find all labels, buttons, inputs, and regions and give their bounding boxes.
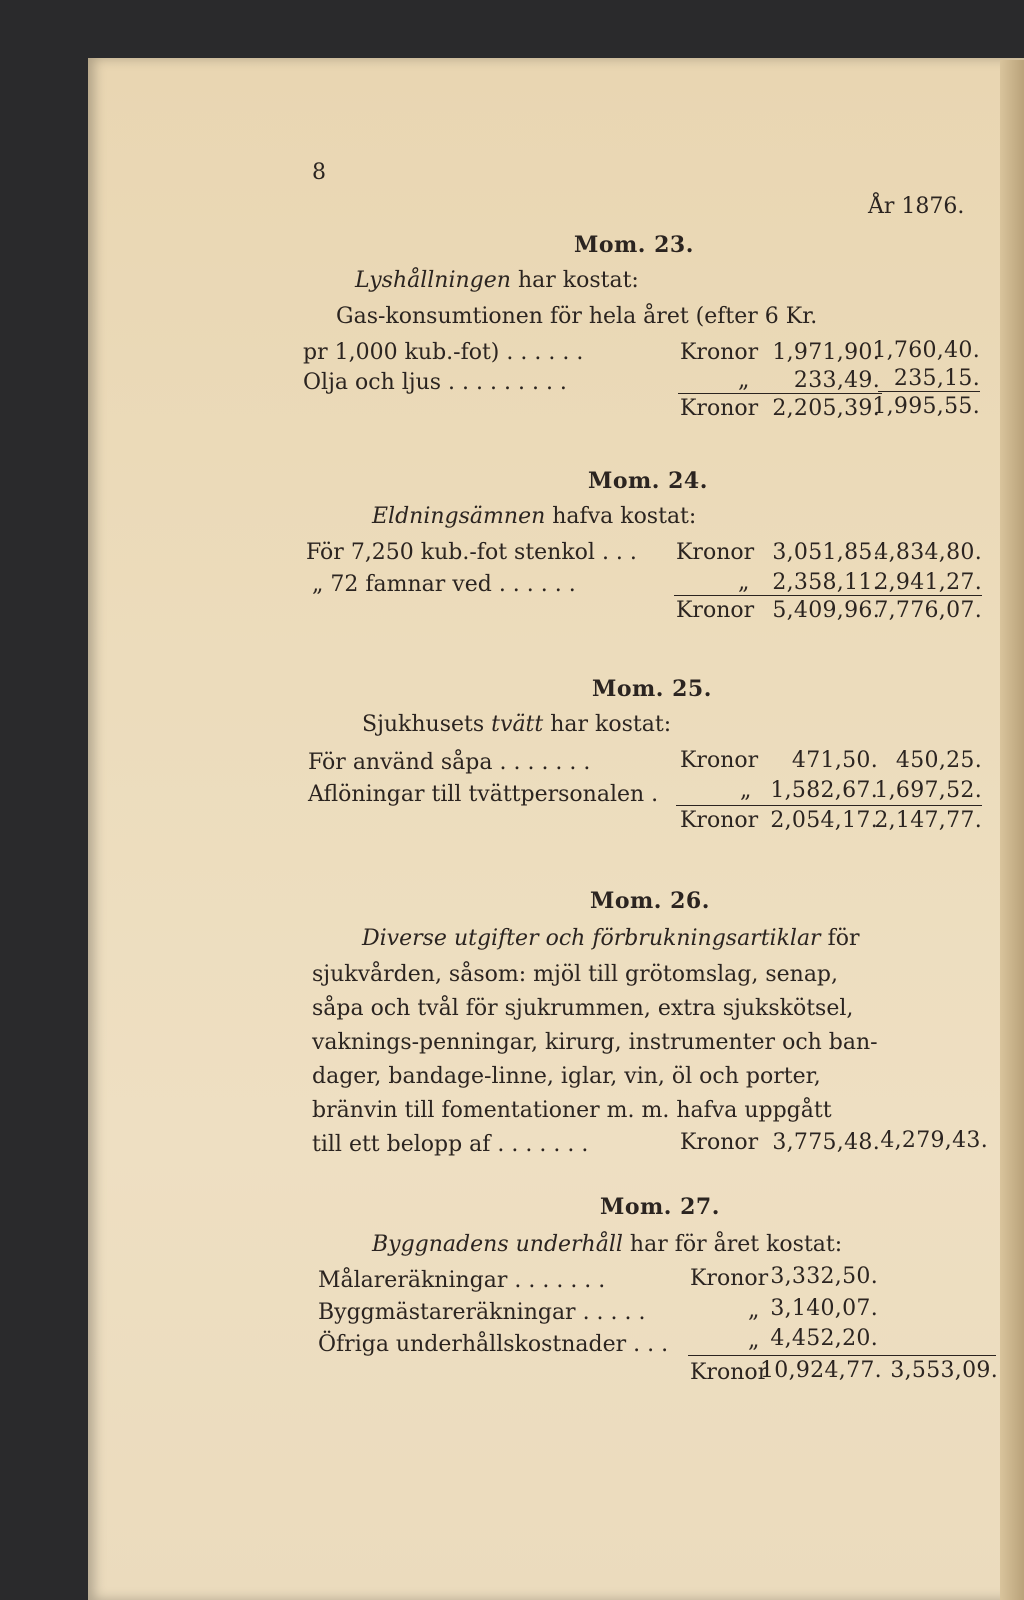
mom24-row1-prev: 4,834,80. [874, 540, 982, 565]
mom24-intro-italic: Eldningsämnen [372, 504, 546, 529]
mom23-sum-rule-prev [878, 391, 980, 392]
mom27-row1-currency: Kronor [690, 1266, 769, 1291]
mom24-row1-amount: 3,051,85. [772, 540, 880, 565]
mom27-row3-currency: „ [748, 1328, 760, 1353]
mom23-text-line: Gas-konsumtionen för hela året (efter 6 Kr. [336, 304, 818, 329]
mom25-row1-prev: 450,25. [895, 748, 982, 773]
mom24-row2-prev: 2,941,27. [874, 570, 982, 595]
mom26-para-line-3: vaknings-penningar, kirurg, instrumenter och ban- [312, 1030, 878, 1055]
mom25-heading: Mom. 25. [592, 676, 712, 702]
mom25-sum-rule-prev [880, 805, 982, 806]
mom27-intro [372, 1232, 842, 1258]
mom25-total-currency: Kronor [680, 808, 759, 833]
mom27-row3-amount: 4,452,20. [770, 1326, 878, 1351]
mom27-heading: Mom. 27. [600, 1194, 720, 1220]
mom27-row3-label: Öfriga underhållskostnader . . . [318, 1332, 669, 1357]
mom25-intro-rest: har kostat: [550, 712, 672, 737]
mom25-row1-currency: Kronor [680, 748, 759, 773]
mom25-intro-plain: Sjukhusets [362, 712, 485, 737]
mom24-row1-currency: Kronor [676, 540, 755, 565]
mom23-row2-prev: 235,15. [893, 366, 980, 391]
mom25-row2-prev: 1,697,52. [874, 778, 982, 803]
mom26-final-prev: 4,279,43. [880, 1128, 988, 1153]
mom23-intro [355, 268, 639, 294]
mom23-row1-amount: 1,971,90. [772, 340, 880, 365]
page-number: 8 [312, 160, 326, 185]
mom27-row2-label: Byggmästareräkningar . . . . . [318, 1300, 646, 1325]
mom24-row2-amount: 2,358,11. [772, 570, 880, 595]
mom26-final-currency: Kronor [680, 1130, 759, 1155]
mom24-total-prev: 7,776,07. [874, 598, 982, 623]
mom23-heading: Mom. 23. [574, 232, 694, 258]
mom27-total-prev: 3,553,09. [890, 1358, 998, 1383]
mom24-row2-label: „ 72 famnar ved . . . . . . [312, 572, 576, 597]
mom24-heading: Mom. 24. [588, 468, 708, 494]
mom27-sum-rule-prev [878, 1355, 996, 1356]
mom23-total-amount: 2,205,39. [772, 396, 880, 421]
mom23-total-prev: 1,995,55. [872, 394, 980, 419]
mom26-para-line-1: sjukvården, såsom: mjöl till grötomslag, senap, [312, 962, 839, 987]
mom24-sum-rule [674, 595, 880, 596]
mom27-row1-label: Målareräkningar . . . . . . . [318, 1268, 606, 1293]
mom25-sum-rule [676, 805, 880, 806]
mom25-total-amount: 2,054,17. [770, 808, 878, 833]
year-label: År 1876. [868, 194, 965, 219]
mom27-total-currency: Kronor [690, 1360, 769, 1385]
mom23-row2-currency: „ [738, 368, 750, 393]
mom23-row2-label: Olja och ljus . . . . . . . . . [303, 370, 567, 395]
mom24-intro [372, 504, 696, 530]
mom26-intro-italic: Diverse utgifter och förbrukningsartiklar [362, 926, 821, 951]
mom23-total-currency: Kronor [680, 396, 759, 421]
mom26-intro-rest: för [827, 926, 860, 951]
mom26-final-label: till ett belopp af . . . . . . . [312, 1132, 589, 1157]
mom26-para-line-4: dager, bandage-linne, iglar, vin, öl och porter, [312, 1064, 821, 1089]
mom25-row2-amount: 1,582,67. [770, 778, 878, 803]
mom25-total-prev: 2,147,77. [874, 808, 982, 833]
mom24-total-currency: Kronor [676, 598, 755, 623]
mom27-row2-amount: 3,140,07. [770, 1296, 878, 1321]
mom26-para-line-5: bränvin till fomentationer m. m. hafva uppgått [312, 1098, 832, 1123]
mom24-intro-rest: hafva kostat: [552, 504, 697, 529]
book-spine [1000, 60, 1024, 1600]
mom25-intro-italic: tvätt [491, 712, 544, 737]
mom23-row1-prev: 1,760,40. [872, 338, 980, 363]
mom23-row1-label: pr 1,000 kub.-fot) . . . . . . [303, 340, 584, 365]
mom25-row1-amount: 471,50. [791, 748, 878, 773]
mom24-sum-rule-prev [876, 595, 982, 596]
mom26-para-line-2: såpa och tvål för sjukrummen, extra sjukskötsel, [312, 996, 854, 1021]
mom24-total-amount: 5,409,96. [772, 598, 880, 623]
mom27-row1-amount: 3,332,50. [770, 1264, 878, 1289]
mom23-intro-italic: Lyshållningen [355, 268, 511, 293]
mom27-sum-rule [688, 1355, 878, 1356]
mom27-intro-italic: Byggnadens underhåll [372, 1232, 623, 1257]
mom23-intro-rest: har kostat: [517, 268, 639, 293]
mom27-total-amount: 10,924,77. [760, 1358, 882, 1383]
mom26-final-amount: 3,775,48. [772, 1130, 880, 1155]
mom23-row1-currency: Kronor [680, 340, 759, 365]
mom25-row2-label: Aflöningar till tvättpersonalen . [308, 782, 659, 807]
mom27-intro-rest: har för året kostat: [629, 1232, 843, 1257]
mom25-row2-currency: „ [740, 778, 752, 803]
mom23-sum-rule [678, 393, 882, 394]
mom24-row1-label: För 7,250 kub.-fot stenkol . . . [306, 540, 637, 565]
mom25-row1-label: För använd såpa . . . . . . . [308, 750, 591, 775]
mom24-row2-currency: „ [738, 570, 750, 595]
mom23-row2-amount: 233,49. [793, 368, 880, 393]
mom26-intro [362, 926, 859, 952]
mom27-row2-currency: „ [748, 1298, 760, 1323]
mom26-heading: Mom. 26. [590, 888, 710, 914]
mom25-intro [362, 712, 671, 738]
